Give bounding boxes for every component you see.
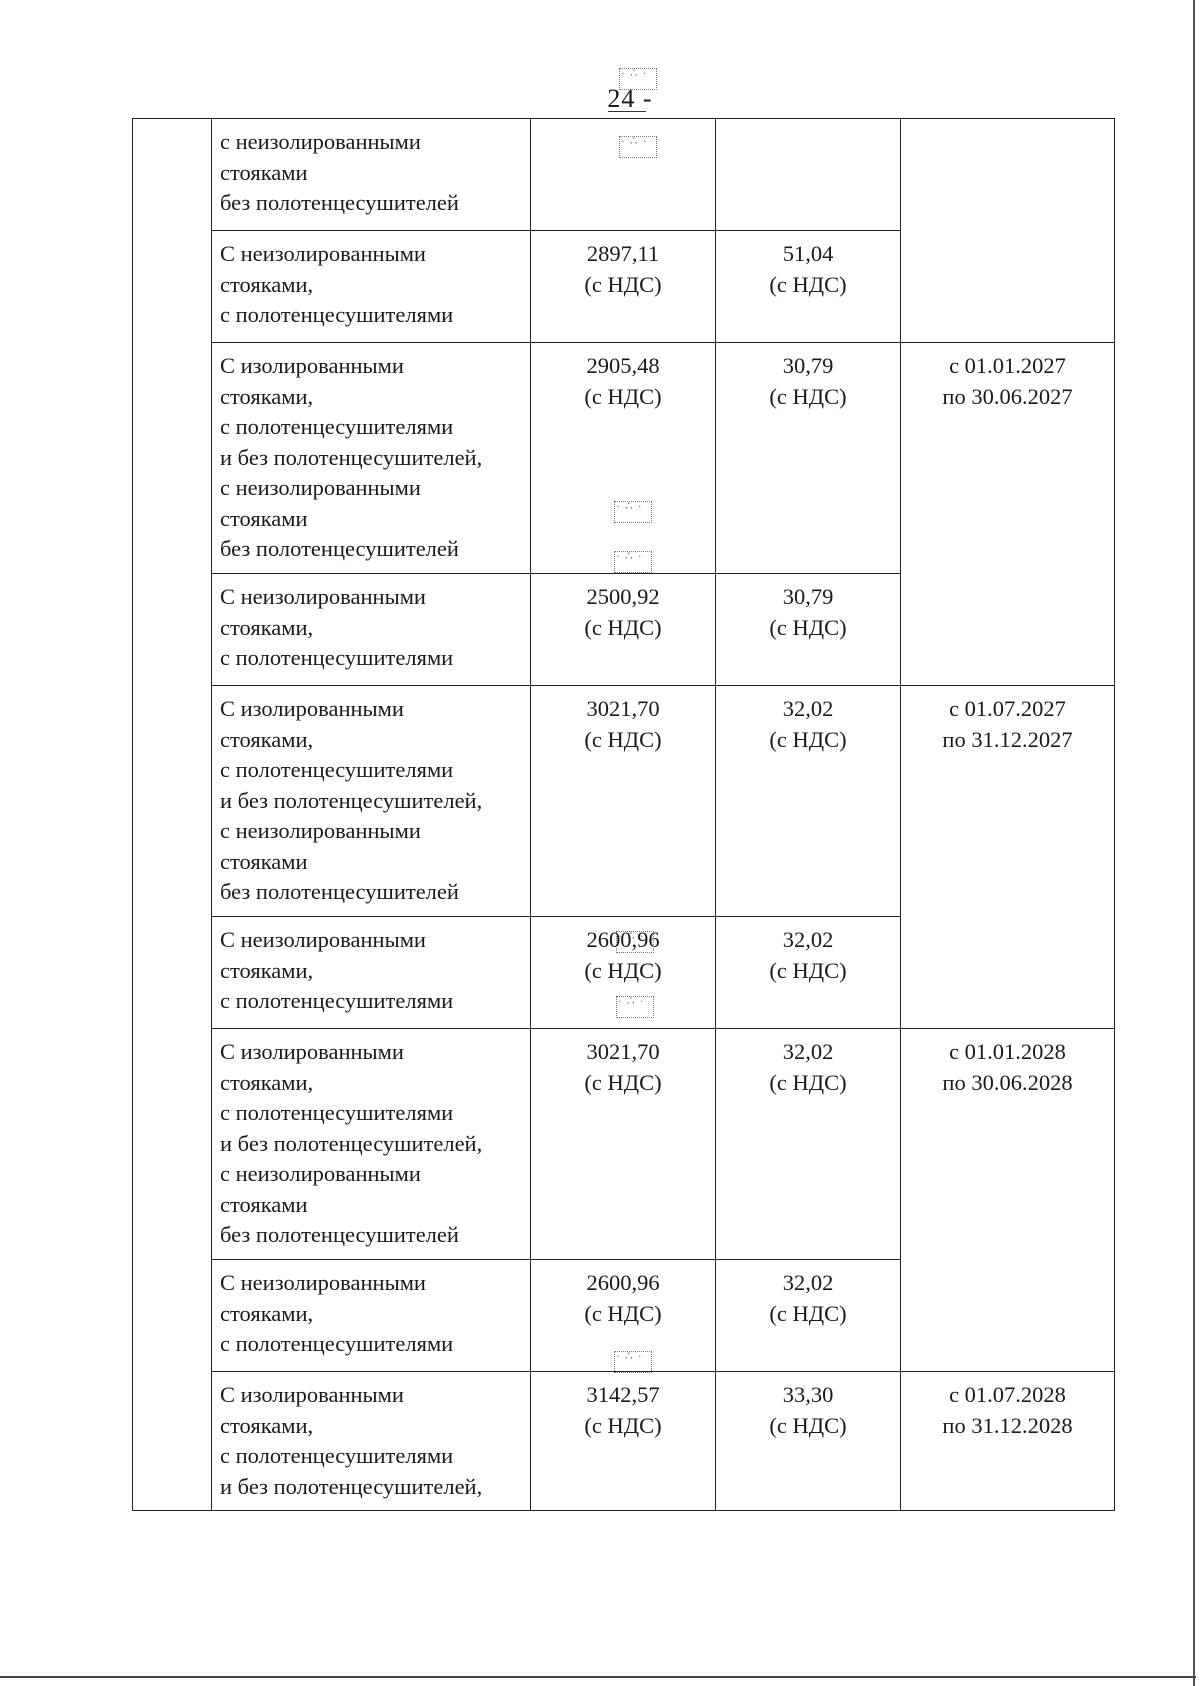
row-volume: 32,02 (с НДС) — [716, 686, 901, 917]
row-volume: 32,02 (с НДС) — [716, 917, 901, 1029]
row-period — [901, 119, 1115, 343]
row-price: 2905,48 (с НДС) — [531, 343, 716, 574]
table-row — [133, 343, 1115, 574]
row-price: 3142,57 (с НДС) — [531, 1372, 716, 1511]
row-period: с 01.07.2028 по 31.12.2028 — [901, 1372, 1115, 1511]
row-price: 3021,70 (с НДС) — [531, 1029, 716, 1260]
row-description: С изолированными стояками, с полотенцесушителями и без полотенцесушителей, с неизолированными стояками без полотенцесушителей — [212, 1029, 531, 1260]
row-volume: 33,30 (с НДС) — [716, 1372, 901, 1511]
page-number: 24 - — [600, 84, 660, 114]
row-description: с неизолированными стояками без полотенцесушителей — [212, 119, 531, 231]
stamp-mark — [610, 1345, 656, 1379]
row-volume — [716, 119, 901, 231]
table-row — [133, 1029, 1115, 1260]
row-volume: 30,79 (с НДС) — [716, 574, 901, 686]
scan-edge-right — [1193, 0, 1195, 1686]
row-volume: 51,04 (с НДС) — [716, 231, 901, 343]
row-price: 2897,11 (с НДС) — [531, 231, 716, 343]
row-volume: 32,02 (с НДС) — [716, 1029, 901, 1260]
row-price: 2500,92 (с НДС) — [531, 574, 716, 686]
row-volume: 30,79 (с НДС) — [716, 343, 901, 574]
stamp-mark — [615, 62, 661, 96]
row-price: 3021,70 (с НДС) — [531, 686, 716, 917]
row-price: 2600,96 (с НДС) — [531, 1260, 716, 1372]
row-description: С неизолированными стояками, с полотенцесушителями — [212, 1260, 531, 1372]
row-description: С неизолированными стояками, с полотенцесушителями — [212, 231, 531, 343]
stamp-mark — [612, 990, 658, 1024]
row-period: с 01.07.2027 по 31.12.2027 — [901, 686, 1115, 1029]
row-description: С изолированными стояками, с полотенцесушителями и без полотенцесушителей, с неизолированными стояками без полотенцесушителей — [212, 686, 531, 917]
scan-edge-bottom — [0, 1676, 1196, 1678]
stamp-mark — [610, 495, 656, 529]
stamp-mark — [612, 925, 658, 959]
blank-column — [133, 119, 212, 1511]
row-description: С изолированными стояками, с полотенцесушителями и без полотенцесушителей, — [212, 1372, 531, 1511]
row-period: с 01.01.2028 по 30.06.2028 — [901, 1029, 1115, 1372]
table-row — [133, 686, 1115, 917]
table-row — [133, 1372, 1115, 1511]
tariff-table — [132, 118, 1115, 1511]
row-price: 2600,96 (с НДС) — [531, 917, 716, 1029]
stamp-mark — [610, 545, 656, 579]
stamp-mark — [615, 130, 661, 164]
row-description: С неизолированными стояками, с полотенцесушителями — [212, 917, 531, 1029]
row-description: С неизолированными стояками, с полотенцесушителями — [212, 574, 531, 686]
row-volume: 32,02 (с НДС) — [716, 1260, 901, 1372]
row-description: С изолированными стояками, с полотенцесушителями и без полотенцесушителей, с неизолированными стояками без полотенцесушителей — [212, 343, 531, 574]
row-period: с 01.01.2027 по 30.06.2027 — [901, 343, 1115, 686]
